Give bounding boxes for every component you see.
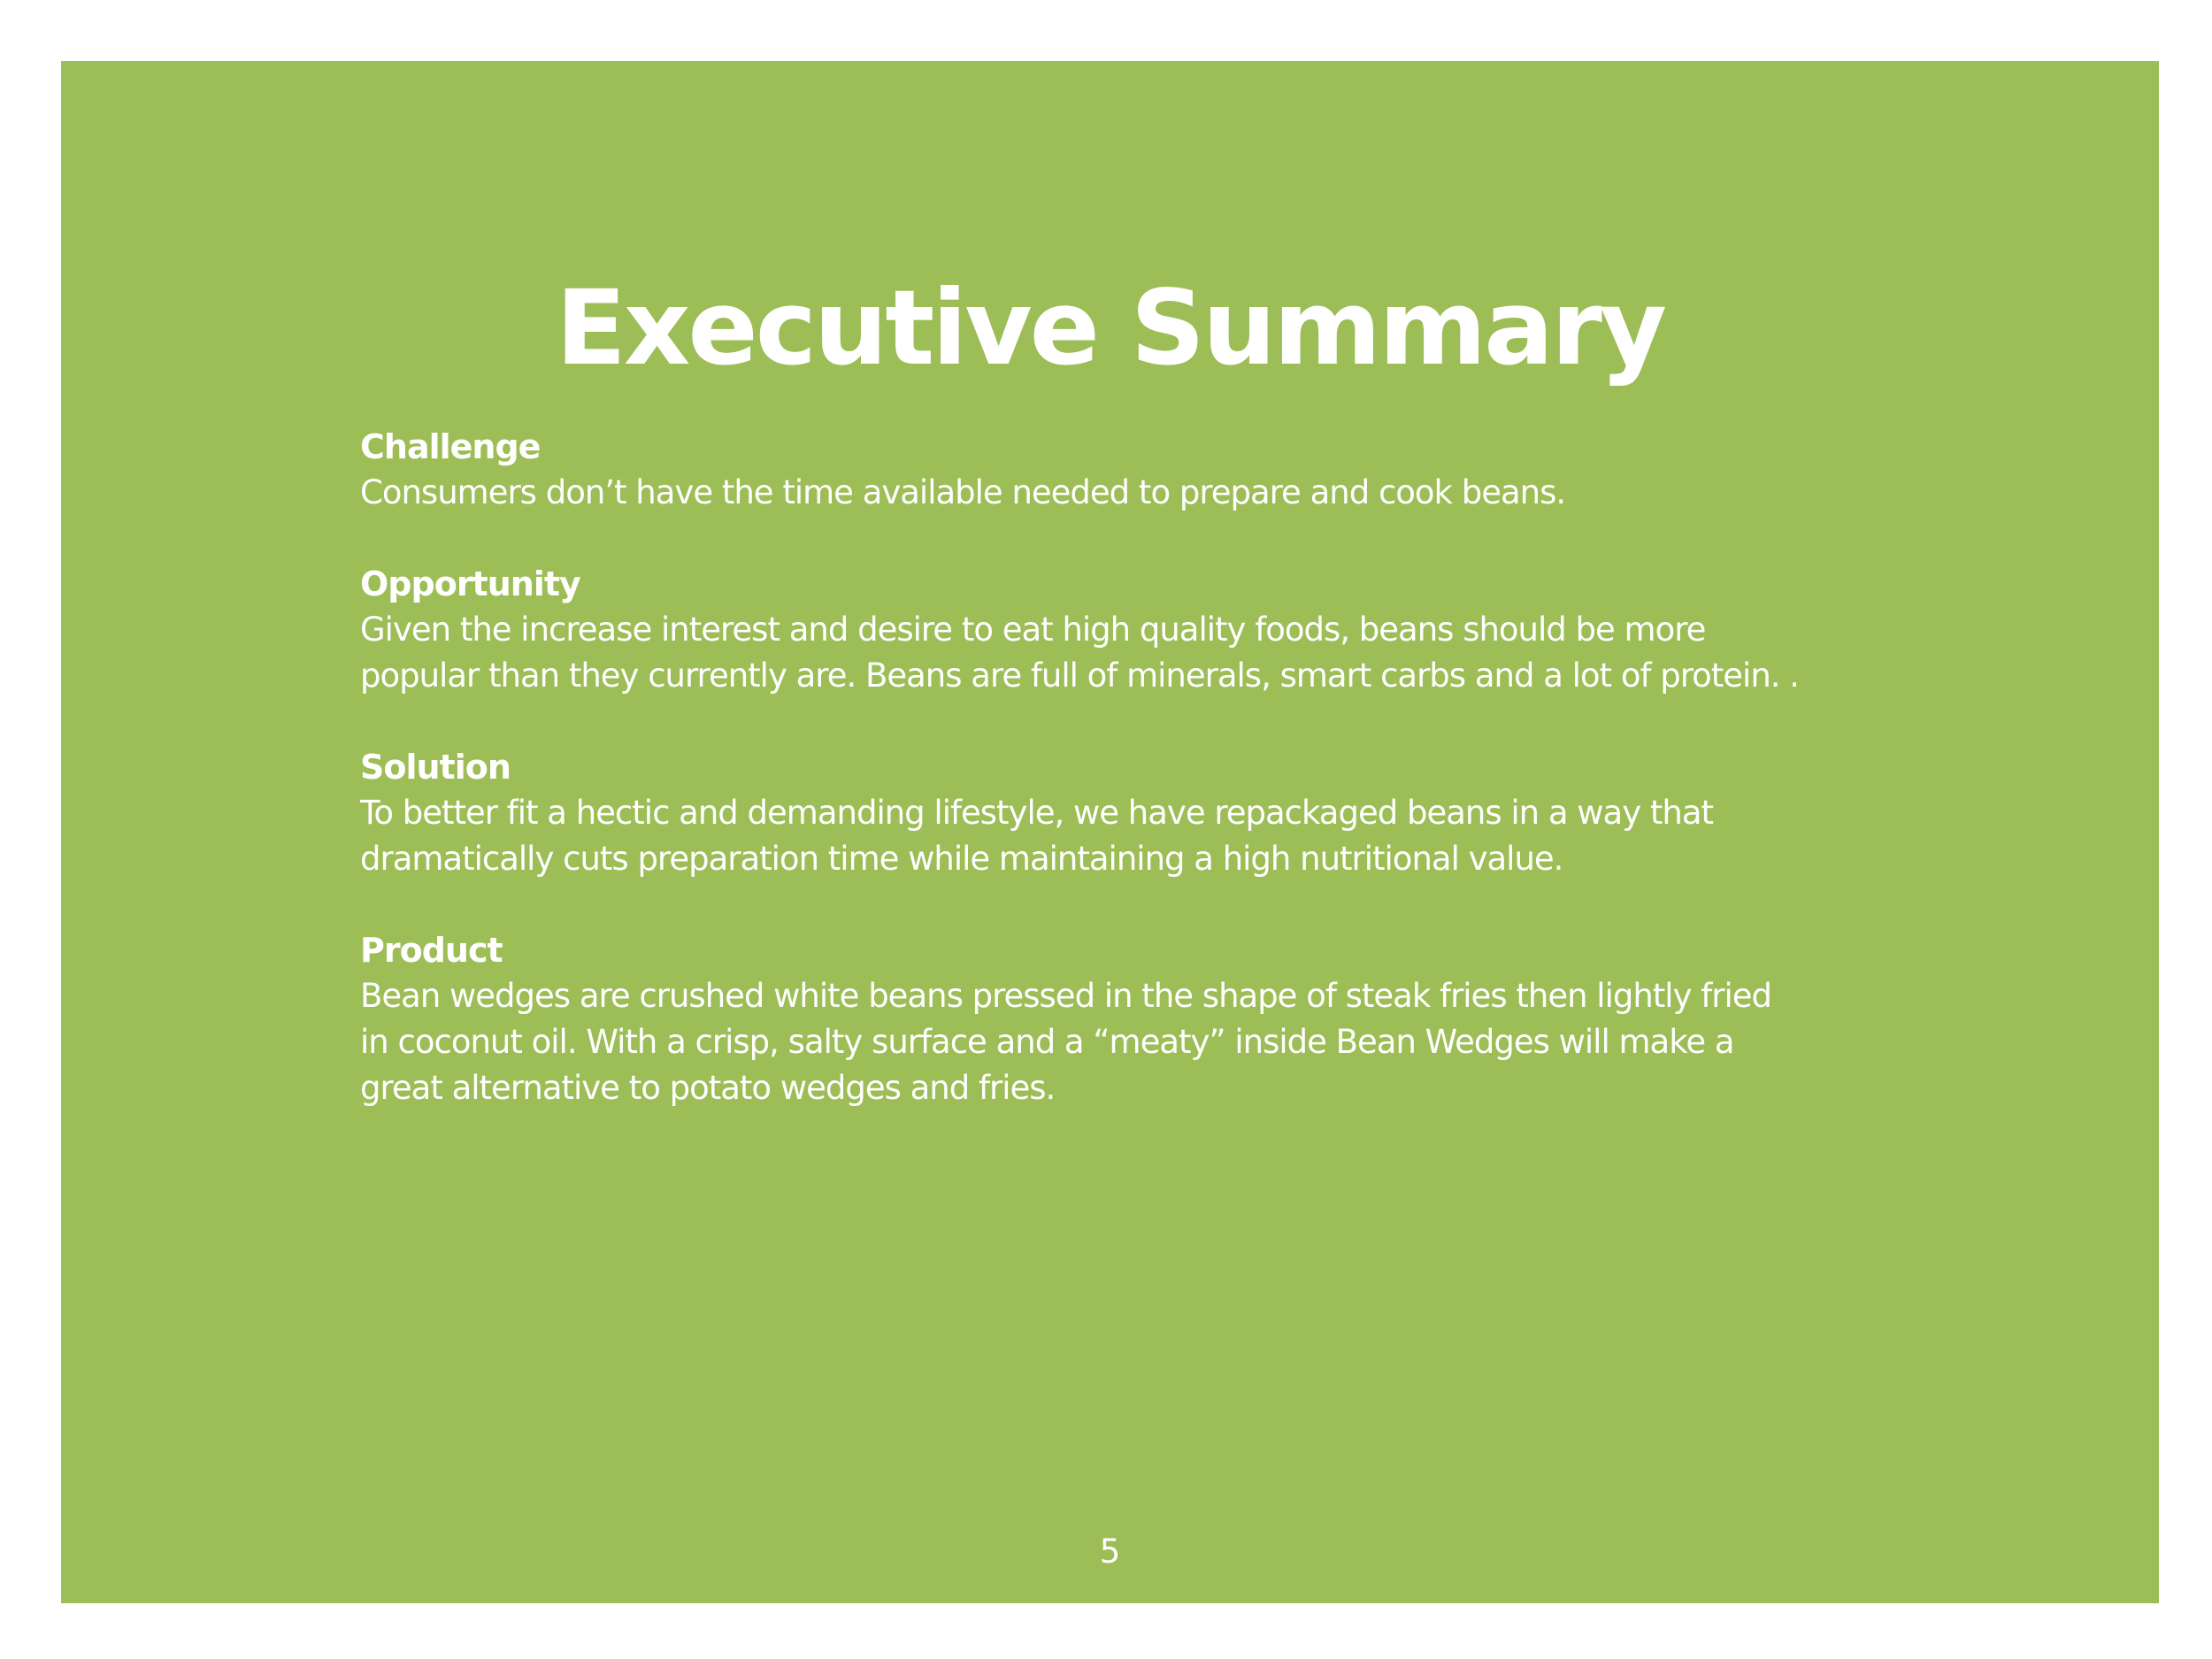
section-heading: Challenge bbox=[360, 427, 541, 466]
section-heading: Solution bbox=[360, 748, 511, 787]
slide bbox=[61, 61, 2159, 1603]
section-body: Bean wedges are crushed white beans pressed in the shape of steak fries then lightly fried in coconut oil. With a crisp, salty surface and a “meaty” inside Bean Wedges will make a great alternative to potato wedges and fries. bbox=[360, 977, 1771, 1107]
section-heading: Product bbox=[360, 931, 503, 970]
summary-content bbox=[360, 424, 1935, 1156]
section-challenge bbox=[360, 424, 1935, 516]
section-heading: Opportunity bbox=[360, 565, 580, 603]
page-number: 5 bbox=[1099, 1532, 1121, 1571]
slide-title: Executive Summary bbox=[555, 267, 1665, 388]
section-body: To better fit a hectic and demanding lifestyle, we have repackaged beans in a way that dramatically cuts preparation time while maintaining a high nutritional value. bbox=[360, 794, 1714, 878]
section-opportunity bbox=[360, 561, 1935, 699]
section-body: Consumers don’t have the time available needed to prepare and cook beans. bbox=[360, 473, 1566, 511]
section-product bbox=[360, 927, 1935, 1111]
section-body: Given the increase interest and desire to eat high quality foods, beans should be more popular than they currently are. Beans are full of minerals, smart carbs and a lot of protein. . bbox=[360, 611, 1800, 695]
section-solution bbox=[360, 744, 1935, 882]
